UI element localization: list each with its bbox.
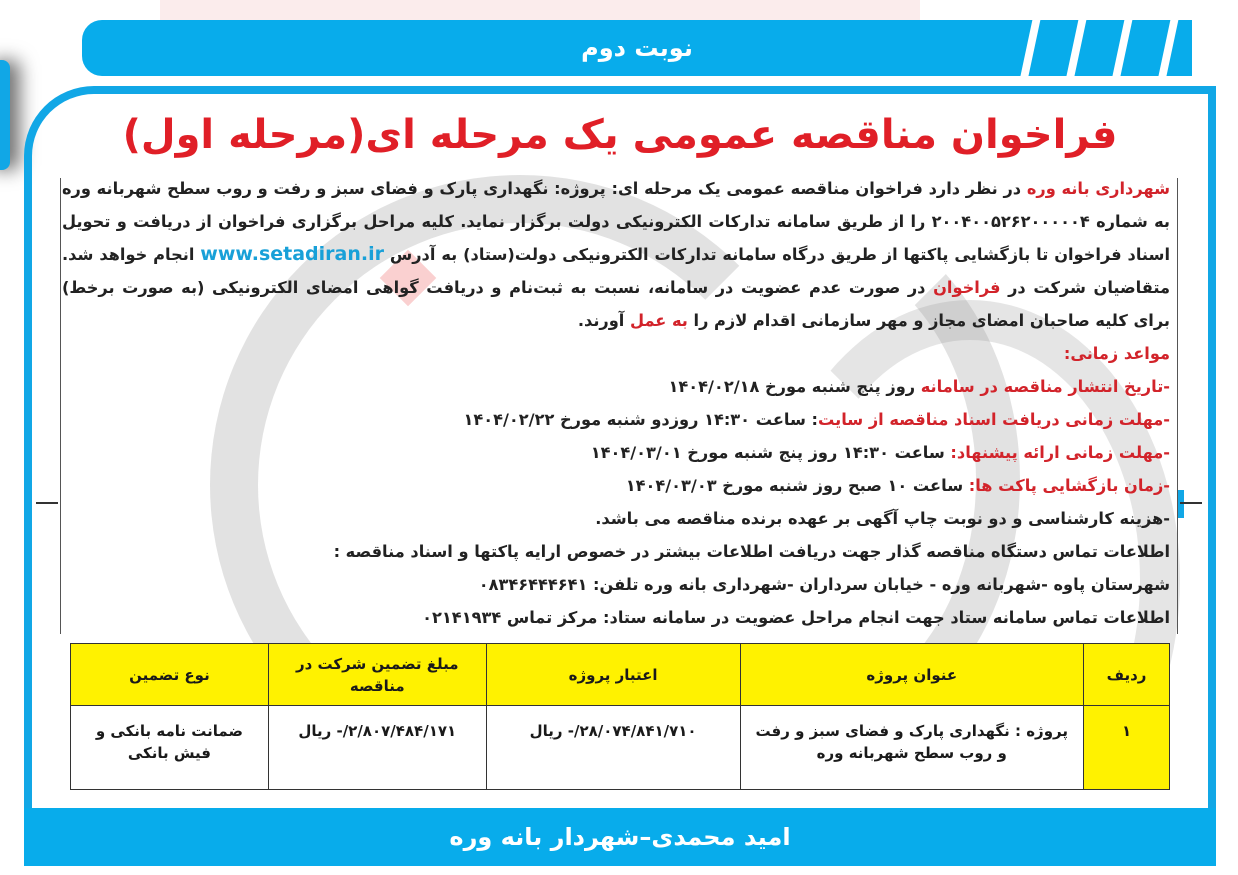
stripes-decoration [1008, 20, 1198, 76]
schedule-item: -زمان بازگشایی پاکت ها: ساعت ۱۰ صبح روز شنبه مورخ ۱۴۰۴/۰۳/۰۳ [625, 476, 1170, 495]
cell-project-budget: ۲۸/۰۷۴/۸۴۱/۷۱۰/- ریال [486, 706, 740, 790]
footer-banner [24, 808, 1216, 866]
column-header-row-number: ردیف [1084, 644, 1170, 706]
cell-project-title: پروژه : نگهداری پارک و فضای سبز و رفت و روب سطح شهربانه وره [740, 706, 1084, 790]
contact-intro: اطلاعات تماس دستگاه مناقصه گذار جهت دریافت اطلاعات بیشتر در خصوص ارایه پاکتها و اسناد مناقصه : [333, 542, 1170, 561]
intro-paragraph: شهرداری بانه وره در نظر دارد فراخوان مناقصه عمومی یک مرحله ای: پروژه: نگهداری پارک و فضای سبز و رفت و روب سطح شهربانه وره به شماره ۲۰۰۴۰۰۵۲۶۲۰۰۰۰۰۴ را از طریق سامانه تدارکات الکترونیکی دولت برگزار نماید. کلیه مراحل برگزاری فراخوان از دریافت و تحویل اسناد فراخوان تا بازگشایی پاکتها از طریق درگاه سامانه تدارکات الکترونیکی دولت(ستاد) به آدرس www.setadiran.ir انجام خواهد شد. متقاضیان شرکت در فراخوان در صورت عدم عضویت در سامانه، نسبت به ثبت‌نام و دریافت گواهی امضای الکترونیکی (به صورت برخط) برای کلیه صاحبان امضای مجاز و مهر سازمانی اقدام لازم را به عمل آورند. [62, 179, 1171, 330]
contact-address: شهرستان پاوه -شهربانه وره - خیابان سرداران -شهرداری بانه وره تلفن: ۰۸۳۴۶۴۴۴۶۴۱ [478, 575, 1170, 594]
side-tab-decoration [0, 60, 10, 170]
side-tick [36, 502, 58, 504]
website-link[interactable]: www.setadiran.ir [200, 243, 384, 265]
column-header-project-budget: اعتبار پروژه [486, 644, 740, 706]
column-header-project-title: عنوان پروژه [740, 644, 1084, 706]
cell-row-number: ۱ [1084, 706, 1170, 790]
banner-title: نوبت دوم [581, 34, 693, 62]
organization-name: شهرداری بانه وره [1026, 179, 1171, 198]
cell-guarantee-type: ضمانت نامه بانکی و فیش بانکی [71, 706, 269, 790]
side-marker [1178, 490, 1184, 518]
cell-guarantee-amount: ۲/۸۰۷/۴۸۴/۱۷۱/- ریال [268, 706, 486, 790]
schedule-item: -مهلت زمانی ارائه پیشنهاد: ساعت ۱۴:۳۰ روز پنج شنبه مورخ ۱۴۰۴/۰۳/۰۱ [590, 443, 1170, 462]
schedule-item: -مهلت زمانی دریافت اسناد مناقصه از سایت: ساعت ۱۴:۳۰ روزدو شنبه مورخ ۱۴۰۴/۰۲/۲۲ [463, 410, 1170, 429]
column-header-guarantee-amount: مبلغ تضمین شرکت در مناقصه [268, 644, 486, 706]
tender-table [70, 643, 1170, 790]
schedule-item: -تاریخ انتشار مناقصه در سامانه روز پنج شنبه مورخ ۱۴۰۴/۰۲/۱۸ [668, 377, 1170, 396]
side-tick [1180, 502, 1202, 504]
setad-contact: اطلاعات تماس سامانه ستاد جهت انجام مراحل عضویت در سامانه ستاد: مرکز تماس ۰۲۱۴۱۹۳۴ [422, 608, 1170, 627]
table-header-row [71, 644, 1170, 706]
column-header-guarantee-type: نوع تضمین [71, 644, 269, 706]
table-row [71, 706, 1170, 790]
cost-note: -هزینه کارشناسی و دو نوبت چاپ آگهی بر عهده برنده مناقصه می باشد. [595, 509, 1170, 528]
notice-body [62, 172, 1170, 667]
schedule-heading: مواعد زمانی: [1063, 344, 1170, 363]
page-title: فراخوان مناقصه عمومی یک مرحله ای(مرحله اول) [122, 112, 1118, 158]
signature: امید محمدی–شهردار بانه وره [449, 823, 791, 851]
